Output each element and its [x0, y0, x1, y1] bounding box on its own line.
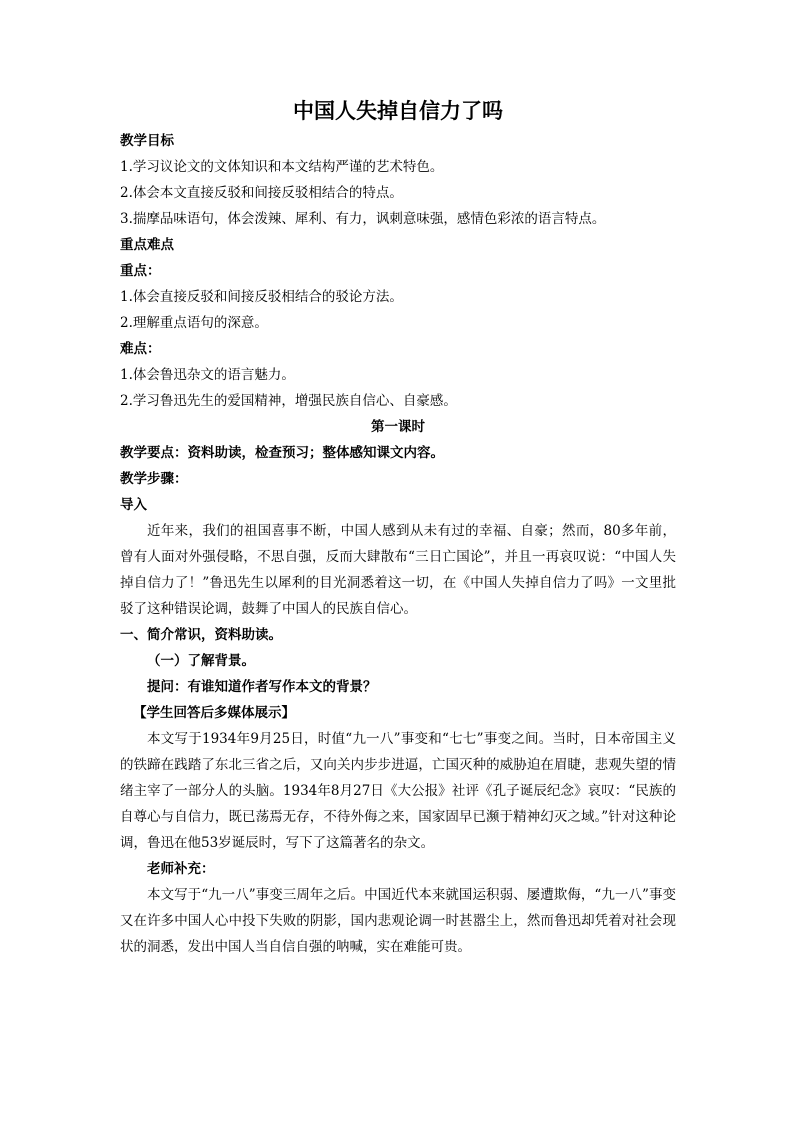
objective-item-3: 3.揣摩品味语句，体会泼辣、犀利、有力，讽刺意味强，感情色彩浓的语言特点。: [120, 211, 606, 227]
key-heading: 重点：: [120, 263, 161, 279]
teacher-supplement-label: 老师补充：: [147, 861, 215, 877]
teaching-steps-heading: 教学步骤：: [120, 471, 188, 487]
key-point-1: 1.体会直接反驳和间接反驳相结合的驳论方法。: [120, 289, 403, 305]
document-title: 中国人失掉自信力了吗: [293, 98, 503, 123]
supplement-paragraph: 本文写于“九一八”事变三周年之后。中国近代本来就国运积弱、屡遭欺侮，“九一八”事变又在许多中国人心中投下失败的阴影，国内悲观论调一时甚嚣尘上，然而鲁迅却凭着对社会现状的洞悉，发出中国人当自信自强的呐喊，实在难能可贵。: [120, 887, 676, 955]
lesson-title: 第一课时: [371, 419, 425, 435]
document-body: [120, 96, 676, 960]
intro-paragraph: 近年来，我们的祖国喜事不断，中国人感到从未有过的幸福、自豪；然而，80多年前，曾有人面对外强侵略，不思自强，反而大肆散布“三日亡国论”，并且一再哀叹说：“中国人失掉自信力了！”鲁迅先生以犀利的目光洞悉着这一切，在《中国人失掉自信力了吗》一文里批驳了这种错误论调，鼓舞了中国人的民族自信心。: [120, 523, 676, 617]
student-answer-label: 【学生回答后多媒体展示】: [133, 705, 295, 721]
objectives-heading: 教学目标: [120, 133, 174, 149]
difficult-point-1: 1.体会鲁迅杂文的语言魅力。: [120, 367, 295, 383]
difficult-point-2: 2.学习鲁迅先生的爱国精神，增强民族自信心、自豪感。: [120, 393, 457, 409]
background-paragraph: 本文写于1934年9月25日，时值“九一八”事变和“七七”事变之间。当时，日本帝国主义的铁蹄在践踏了东北三省之后，又向关内步步进逼，亡国灭种的威胁迫在眉睫，悲观失望的情绪主宰了一部分人的头脑。1934年8月27日《大公报》社评《孔子诞辰纪念》哀叹：“民族的自尊心与自信力，既已荡焉无存，不待外侮之来，国家固早已濒于精神幻灭之域。”针对这种论调，鲁迅在他53岁诞辰时，写下了这篇著名的杂文。: [120, 731, 676, 851]
teaching-key-points: 教学要点：资料助读，检查预习；整体感知课文内容。: [120, 445, 444, 461]
objective-item-1: 1.学习议论文的文体知识和本文结构严谨的艺术特色。: [120, 159, 444, 175]
key-difficult-heading: 重点难点: [120, 237, 174, 253]
objective-item-2: 2.体会本文直接反驳和间接反驳相结合的特点。: [120, 185, 403, 201]
key-point-2: 2.理解重点语句的深意。: [120, 315, 268, 331]
section1-heading: 一、简介常识，资料助读。: [120, 627, 282, 643]
difficult-heading: 难点：: [120, 341, 161, 357]
sub-section-heading: （一）了解背景。: [147, 653, 255, 669]
question-text: 提问：有谁知道作者写作本文的背景？: [147, 679, 377, 695]
intro-heading: 导入: [120, 497, 147, 513]
